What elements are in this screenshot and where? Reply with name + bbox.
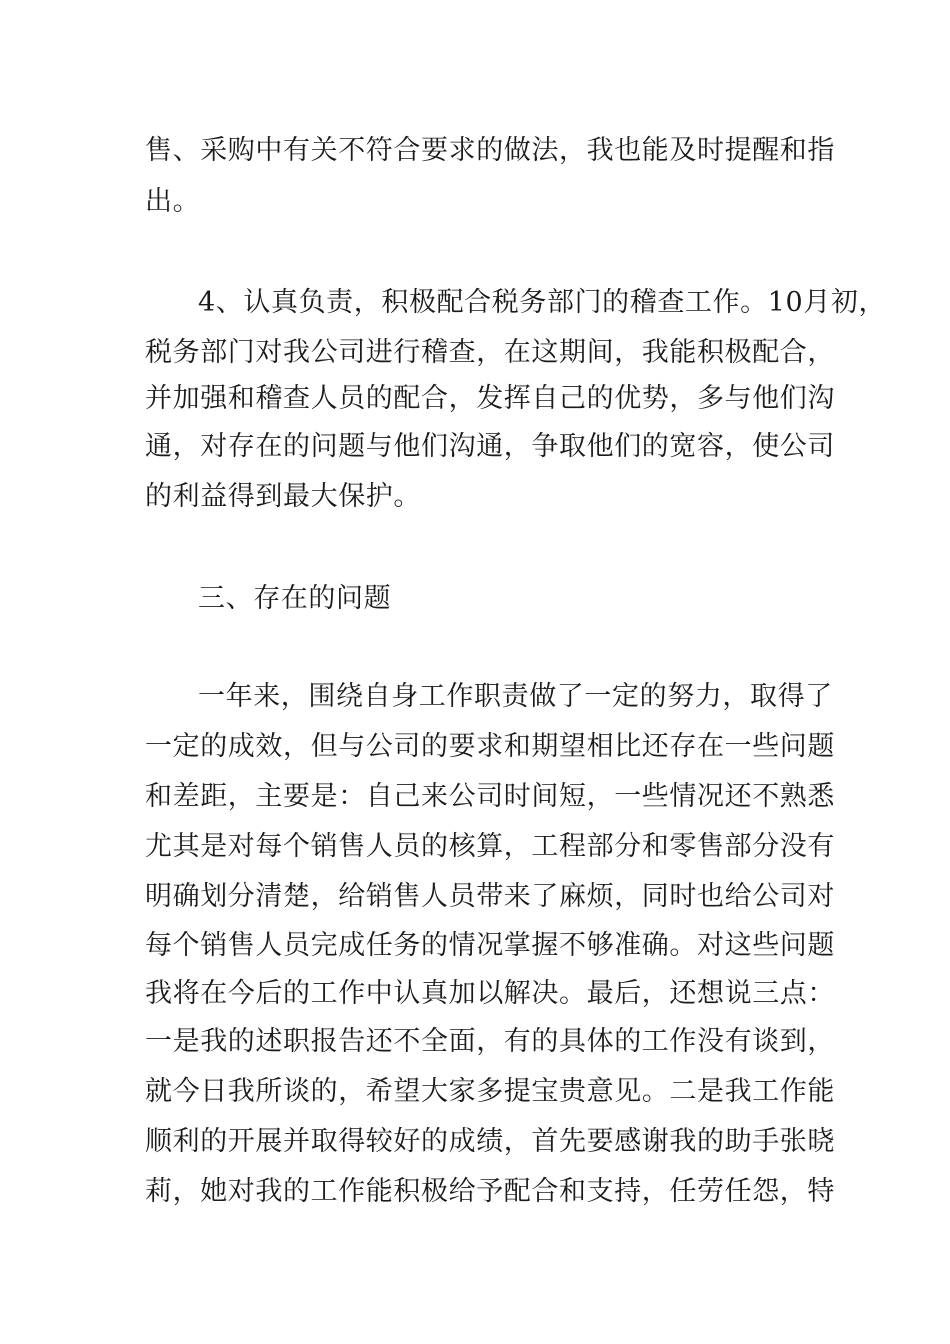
paragraph-2-line-4: 通，对存在的问题与他们沟通，争取他们的宽容，使公司	[145, 431, 835, 462]
paragraph-3-line-5: 明确划分清楚，给销售人员带来了麻烦，同时也给公司对	[145, 881, 835, 912]
paragraph-3-line-10: 顺利的开展并取得较好的成绩，首先要感谢我的助手张晓	[145, 1126, 835, 1157]
paragraph-3-line-7: 我将在今后的工作中认真加以解决。最后，还想说三点：	[145, 978, 835, 1009]
paragraph-3-line-11: 莉，她对我的工作能积极给予配合和支持，任劳任怨，特	[145, 1176, 835, 1207]
paragraph-2-line-5: 的利益得到最大保护。	[145, 481, 421, 512]
paragraph-3-line-4: 尤其是对每个销售人员的核算，工程部分和零售部分没有	[145, 831, 835, 862]
paragraph-2-line-3: 并加强和稽查人员的配合，发挥自己的优势，多与他们沟	[145, 383, 835, 414]
paragraph-3-line-3: 和差距，主要是：自己来公司时间短，一些情况还不熟悉	[145, 781, 835, 812]
paragraph-2-line-1: 4、认真负责，积极配合税务部门的稽查工作。10月初，	[198, 287, 887, 318]
paragraph-1-line-2: 出。	[145, 186, 201, 217]
paragraph-2-line-2: 税务部门对我公司进行稽查，在这期间，我能积极配合，	[145, 337, 835, 368]
paragraph-3-line-9: 就今日我所谈的，希望大家多提宝贵意见。二是我工作能	[145, 1076, 835, 1107]
paragraph-3-line-1: 一年来，围绕自身工作职责做了一定的努力，取得了	[198, 681, 833, 712]
paragraph-3-line-8: 一是我的述职报告还不全面，有的具体的工作没有谈到，	[145, 1026, 835, 1057]
paragraph-3-line-6: 每个销售人员完成任务的情况掌握不够准确。对这些问题	[145, 930, 835, 961]
paragraph-1-line-1: 售、采购中有关不符合要求的做法，我也能及时提醒和指	[145, 135, 835, 166]
section-heading: 三、存在的问题	[198, 583, 392, 614]
paragraph-3-line-2: 一定的成效，但与公司的要求和期望相比还存在一些问题	[145, 731, 835, 762]
